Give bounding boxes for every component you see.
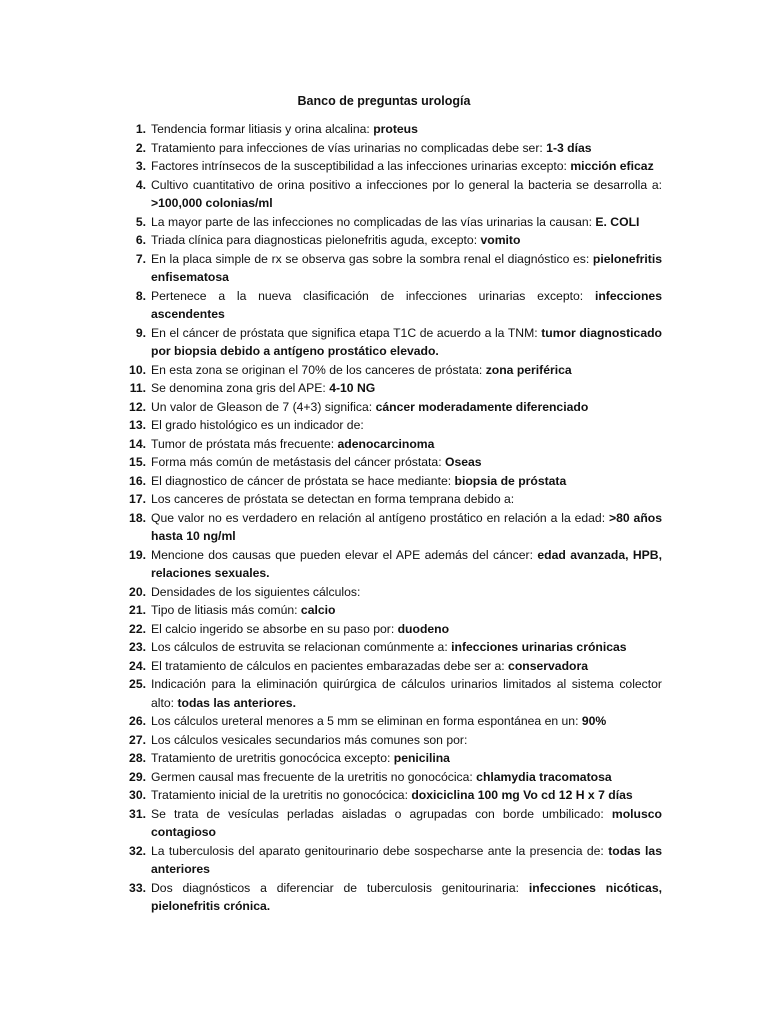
question-text: Los cálculos de estruvita se relacionan comúnmente a: [151,640,452,654]
question-item [110,435,662,454]
question-text: Tumor de próstata más frecuente: [151,436,338,451]
question-text: Tratamiento de uretritis gonocócica excepto: [151,751,394,765]
question-text: La tuberculosis del aparato genitourinario debe sospecharse ante la presencia de: [151,843,609,858]
question-item [110,749,662,768]
question-text: El grado histológico es un indicador de: [151,418,364,432]
question-number: 20. [129,584,146,599]
question-answer: zona periférica [485,362,572,377]
question-number: 33. [129,880,146,895]
question-text: Tratamiento inicial de la uretritis no gonocócica: [151,788,412,802]
question-text: El diagnostico de cáncer de próstata se hace mediante: [151,473,455,488]
question-text: Tendencia formar litiasis y orina alcalina: [151,122,374,136]
question-item [110,120,662,139]
question-number: 1. [135,122,146,136]
question-number: 2. [135,140,146,155]
question-answer: duodeno [397,621,450,636]
question-number: 23. [129,640,146,654]
question-number: 8. [135,288,146,303]
question-text: Forma más común de metástasis del cáncer próstata: [151,455,445,469]
question-text: Pertenece a la nueva clasificación de infecciones urinarias excepto: [151,288,595,303]
question-item [110,546,662,583]
question-number: 7. [135,251,146,266]
question-text: Los cálculos vesicales secundarios más comunes son por: [151,732,468,747]
question-text: La mayor parte de las infecciones no complicadas de las vías urinarias la causan: [151,214,596,229]
question-number: 18. [129,510,146,525]
question-answer: 90% [581,714,607,728]
question-item [110,731,662,750]
question-item [110,231,662,250]
question-number: 27. [129,732,146,747]
question-item [110,213,662,232]
question-item [110,361,662,380]
question-answer: molusco contagioso [151,806,662,839]
question-item [110,472,662,491]
question-item [110,712,662,731]
question-answer: adenocarcinoma [337,436,435,451]
question-text: Tratamiento para infecciones de vías urinarias no complicadas debe ser: [151,140,547,155]
question-number: 4. [135,177,146,192]
question-item [110,490,662,509]
question-text: Cultivo cuantitativo de orina positivo a infecciones por lo general la bacteria se desarrolla a: [151,177,662,192]
question-item [110,601,662,620]
question-answer: >100,000 colonias/ml [151,196,273,210]
question-answer: edad avanzada, HPB, relaciones sexuales. [151,547,662,580]
question-number: 13. [129,418,146,432]
question-number: 10. [129,362,146,377]
question-text: Triada clínica para diagnosticas pielonefritis aguda, excepto: [151,233,481,247]
question-number: 24. [129,658,146,673]
question-number: 28. [129,751,146,765]
question-answer: 1-3 días [546,140,592,155]
question-answer: biopsia de próstata [454,473,567,488]
question-answer: 4-10 NG [329,381,376,395]
question-item [110,786,662,805]
question-number: 30. [129,788,146,802]
question-answer: calcio [300,603,336,617]
question-text: En el cáncer de próstata que significa etapa T1C de acuerdo a la TNM: [151,325,542,340]
question-text: Un valor de Gleason de 7 (4+3) significa: [151,399,376,414]
question-item [110,176,662,213]
question-number: 17. [129,492,146,506]
question-text: Indicación para la eliminación quirúrgica de cálculos urinarios limitados al sistema colector alto: [151,677,662,710]
question-item [110,620,662,639]
question-item [110,879,662,916]
question-text: Germen causal mas frecuente de la uretritis no gonocócica: [151,769,477,784]
question-answer: infecciones ascendentes [151,288,662,321]
question-answer: E. COLI [595,214,640,229]
question-answer: chlamydia tracomatosa [476,769,612,784]
question-item [110,379,662,398]
question-number: 26. [129,714,146,728]
question-text: Mencione dos causas que pueden elevar el APE además del cáncer: [151,547,538,562]
question-item [110,638,662,657]
question-text: En esta zona se originan el 70% de los canceres de próstata: [151,362,486,377]
question-answer: tumor diagnosticado por biopsia debido a antígeno prostático elevado. [151,325,662,358]
question-item [110,398,662,417]
question-number: 11. [129,381,146,395]
question-answer: pielonefritis enfisematosa [151,251,662,284]
question-item [110,805,662,842]
question-answer: penicilina [393,751,450,765]
question-answer: doxiciclina 100 mg Vo cd 12 H x 7 días [411,788,633,802]
question-number: 32. [129,843,146,858]
question-text: Factores intrínsecos de la susceptibilidad a las infecciones urinarias excepto: [151,159,571,173]
question-number: 21. [129,603,146,617]
question-text: Tipo de litiasis más común: [151,603,301,617]
question-item [110,324,662,361]
question-item [110,675,662,712]
question-text: Se trata de vesículas perladas aisladas o agrupadas con borde umbilicado: [151,806,612,821]
question-number: 14. [129,436,146,451]
question-answer: todas las anteriores [151,843,662,876]
question-item [110,657,662,676]
question-text: Los cálculos ureteral menores a 5 mm se eliminan en forma espontánea en un: [151,714,582,728]
question-item [110,250,662,287]
question-item [110,768,662,787]
question-list [110,120,662,916]
question-text: El tratamiento de cálculos en pacientes embarazadas debe ser a: [151,658,509,673]
question-answer: infecciones nicóticas, pielonefritis crónica. [151,880,662,913]
question-number: 9. [135,325,146,340]
question-text: Los canceres de próstata se detectan en forma temprana debido a: [151,492,515,506]
question-answer: vomito [480,233,521,247]
question-number: 3. [135,159,146,173]
question-number: 29. [129,769,146,784]
question-answer: Oseas [444,455,482,469]
question-answer: infecciones urinarias crónicas [451,640,627,654]
question-answer: cáncer moderadamente diferenciado [375,399,589,414]
question-number: 19. [129,547,146,562]
question-number: 15. [129,455,146,469]
question-item [110,287,662,324]
question-text: Densidades de los siguientes cálculos: [151,584,361,599]
question-text: En la placa simple de rx se observa gas sobre la sombra renal el diagnóstico es: [151,251,593,266]
question-item [110,583,662,602]
question-answer: micción eficaz [570,159,654,173]
document-title: Banco de preguntas urología [297,94,471,108]
question-number: 6. [135,233,146,247]
question-answer: conservadora [508,658,588,673]
question-text: Dos diagnósticos a diferenciar de tuberculosis genitourinaria: [151,880,529,895]
question-item [110,509,662,546]
question-answer: >80 años hasta 10 ng/ml [151,510,662,543]
question-text: Se denomina zona gris del APE: [151,381,330,395]
question-text: El calcio ingerido se absorbe en su paso por: [151,621,398,636]
question-number: 22. [129,621,146,636]
question-number: 12. [129,399,146,414]
question-item [110,453,662,472]
question-item [110,842,662,879]
question-number: 25. [129,677,146,691]
question-item [110,139,662,158]
question-text: Que valor no es verdadero en relación al antígeno prostático en relación a la edad: [151,510,609,525]
question-answer: proteus [373,122,418,136]
question-item [110,416,662,435]
question-answer: todas las anteriores. [177,695,296,710]
question-number: 16. [129,473,146,488]
question-number: 31. [129,806,146,821]
question-item [110,157,662,176]
question-number: 5. [135,214,146,229]
